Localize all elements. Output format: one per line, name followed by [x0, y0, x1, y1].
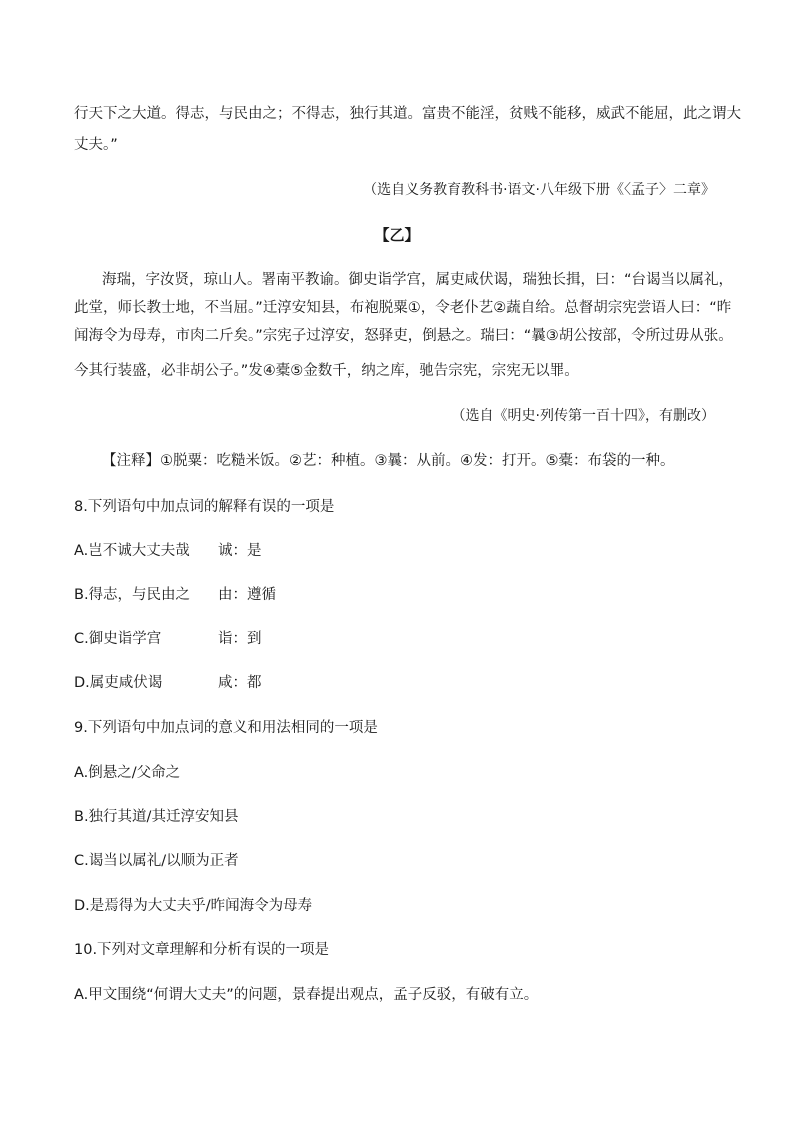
question-9-stem: 9.下列语句中加点词的意义和用法相同的一项是: [74, 720, 378, 736]
question-8-option-d-gloss: 咸：都: [218, 675, 262, 691]
question-8-option-a-term: A.岂不诚大丈夫哉: [74, 543, 190, 559]
question-8-option-b-gloss: 由：遵循: [218, 587, 276, 603]
annotation-notes: 【注释】①脱粟：吃糙米饭。②艺：种植。③曩：从前。④发：打开。⑤橐：布袋的一种。: [102, 453, 675, 469]
yi-text-line-4: 今其行装盛，必非胡公子。”发④橐⑤金数千，纳之库，驰告宗宪，宗宪无以罪。: [74, 363, 579, 379]
jia-text-line-2: 丈夫。”: [74, 137, 118, 153]
question-9-option-d: D.是焉得为大丈夫乎/昨闻海令为母寿: [74, 898, 313, 914]
yi-text-line-1: 海瑞，字汝贤，琼山人。署南平教谕。御史诣学宫，属吏咸伏谒，瑞独长揖，曰：“台谒当以属礼，: [102, 272, 734, 288]
question-9-option-c: C.谒当以属礼/以顺为正者: [74, 853, 239, 869]
question-8-option-c-gloss: 诣：到: [218, 631, 262, 647]
question-8-option-d-term: D.属吏咸伏谒: [74, 675, 163, 691]
yi-text-line-2: 此堂，师长教士地，不当屈。”迁淳安知县，布袍脱粟①，令老仆艺②蔬自给。总督胡宗宪尝语人曰：“昨: [74, 300, 732, 316]
question-8-option-a-gloss: 诚：是: [218, 543, 262, 559]
question-10-stem: 10.下列对文章理解和分析有误的一项是: [74, 942, 330, 958]
question-8-option-b-term: B.得志，与民由之: [74, 587, 191, 603]
question-10-option-a: A.甲文围绕“何谓大丈夫”的问题，景春提出观点，孟子反驳，有破有立。: [74, 987, 539, 1003]
yi-text-line-3: 闻海令为母寿，市肉二斤矣。”宗宪子过淳安，怒驿吏，倒悬之。瑞曰：“曩③胡公按部，令所过毋从张。: [74, 328, 733, 344]
jia-text-line-1: 行天下之大道。得志，与民由之；不得志，独行其道。富贵不能淫，贫贱不能移，威武不能屈，此之谓大: [74, 106, 741, 122]
yi-source: （选自《明史·列传第一百十四》，有删改）: [451, 408, 715, 424]
question-9-option-a: A.倒悬之/父命之: [74, 765, 181, 781]
question-9-option-b: B.独行其道/其迁淳安知县: [74, 809, 239, 825]
question-8-stem: 8.下列语句中加点词的解释有误的一项是: [74, 499, 335, 515]
question-8-option-c-term: C.御史诣学宫: [74, 631, 162, 647]
jia-source: （选自义务教育教科书·语文·八年级下册《〈孟子〉二章》: [363, 182, 715, 198]
yi-heading: 【乙】: [374, 226, 420, 244]
